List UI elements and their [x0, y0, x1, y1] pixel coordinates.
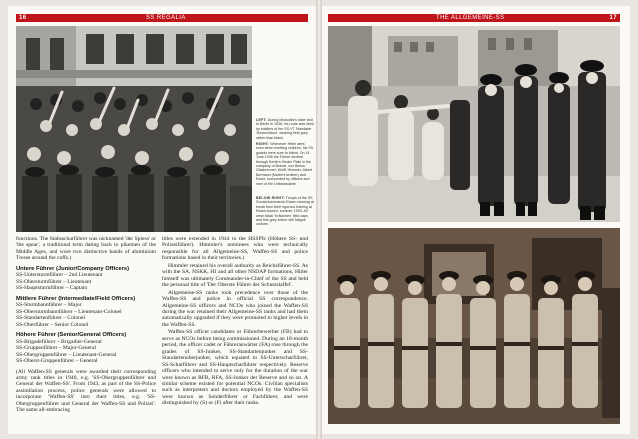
- running-title-right: THE ALLGEMEINE-SS: [436, 15, 505, 21]
- caption-below-right-troops: [256, 196, 314, 227]
- closing-paragraph: (All Waffen-SS generals were awarded their corresponding army rank titles in 1940, e.g. 'SS-Obergruppenführer und General der Waffen-SS'. From 1943, as part of the SS-Police assimilation process, police generals were allowed to incorporate 'Waffen-SS' into their titles, e.g. 'SS-Obergruppenführer und General der Waffen-SS und Polizei'. The same all-embracing: [16, 368, 156, 414]
- body-column-1: [16, 236, 156, 430]
- rank-group-heading: Untere Führer (Junior/Company Officers): [16, 265, 130, 272]
- caption-text: Troops of the SS Sonderkommando Essen relaxing at break from their rigorous training at Essen-tussen, summer 1933. All wear black 'Krätzchen' field caps and this grey cotton drill fatigue uniform.: [256, 196, 314, 227]
- caption-right-hitler: [256, 142, 314, 186]
- rank-line: SS-Sturmbannführer – Major: [16, 302, 82, 309]
- body-paragraph: Waffen-SS officer candidates or Führerbewerber (FB) had to serve as NCOs before being commissioned. During an 18-month period, the officer cadet or Führeranwärter (FA) rose through the grades of SS-Junker, SS-Standartenjunker and SS-Standartenoberjunker, which equated to SS-Unterscharführer, SS-Scharführer and SS-Hauptscharführer respectively. Reserve officers who intended to serve only for the duration of the war were known as RFB, RFA, SS-Junker der Reserve and so on. A similar scheme existed for potential NCOs. Civilian specialists such as interpreters and doctors employed by the Waffen-SS were known as Sonderführer or Fachführer, and were distinguished by (S) or (F) after their ranks.: [162, 329, 308, 407]
- body-paragraph: Himmler retained his overall authority as Reichsführer-SS. As with the SA, NSKK, HJ and all other NSDAP formations, Hitler himself was ultimately Commander-in-Chief of the SS and held the personal title of 'Der Oberste Führer der Schutzstaffel'.: [162, 262, 308, 289]
- parade-crowd-photo: [16, 26, 252, 232]
- rank-group-heading: Höhere Führer (Senior/General Officers): [16, 332, 127, 339]
- rank-line: SS-Standartenführer – Colonel: [16, 315, 85, 322]
- caption-label: RIGHT:: [256, 142, 270, 146]
- right-running-head: [328, 14, 620, 22]
- caption-label: LEFT:: [256, 118, 267, 122]
- rank-line: SS-Brigadeführer – Brigadier-General: [16, 338, 102, 345]
- sonderkommando-troops-photo: [328, 228, 620, 424]
- rank-line: SS-Untersturmführer – 2nd Lieutenant: [16, 272, 103, 279]
- intro-paragraph: functions. The Stabsscharführer was nicknamed 'der Spiess' or 'the spear', a traditional term dating back to pikemen of the Middle Ages, and wore two distinctive bands of aluminium Tresse around the cuffs.): [16, 236, 156, 262]
- left-running-head: [16, 14, 308, 22]
- rank-line: SS-Hauptsturmführer – Captain: [16, 285, 88, 292]
- body-paragraph: titles were extended in 1944 to the HSSPfs (Höhere SS- und Polizeiführer). Himmler's nominees who were technically responsible for all Allgemeine-SS, Waffen-SS and police formations based in their territories.): [162, 236, 308, 262]
- running-title-left: SS REGALIA: [146, 15, 186, 21]
- page-number-right: 17: [609, 15, 617, 21]
- rank-line: SS-Oberst-Gruppenführer – General: [16, 358, 98, 365]
- rank-line: SS-Obersturmführer – Lieutenant: [16, 278, 92, 285]
- body-column-2: [162, 236, 308, 430]
- caption-text: During Mussolini's state visit to Berlin in 1936, his route was lined by soldiers of the SS-VT Standarte 'Deutschland', wearing field-grey rather than black.: [256, 118, 314, 140]
- right-page: [322, 6, 630, 434]
- rank-line: SS-Obergruppenführer – Lieutenant-General: [16, 351, 117, 358]
- caption-text: Whenever Hitler went, even when meeting children, his SS guards were sure to follow. On 14 June 1936 the Führer strolled through Berlin's Kinder Platz in the company of Brandt, von Below, Glasbrenner, Wolff, Himmler, Albert Bormann (Martin's brother) and Esser, surrounded by officers and men of the Leibstandarte.: [256, 142, 314, 186]
- left-page: [8, 6, 316, 434]
- rank-line: SS-Gruppenführer – Major-General: [16, 345, 97, 352]
- body-paragraph: Allgemeine-SS ranks took precedence over those of the Waffen-SS and police in official SS correspondence. Allgemeine-SS officers and NCOs who joined the Waffen-SS during the war retained their Allgemeine-SS ranks and had them automatically upgraded if they were promoted to higher levels in the Waffen-SS.: [162, 289, 308, 328]
- rank-group-heading: Mittlere Führer (Intermediate/Field Officers): [16, 295, 136, 302]
- rank-line: SS-Obersturmbannführer – Lieutenant-Colonel: [16, 308, 122, 315]
- caption-left-mussolini: [256, 118, 314, 140]
- hitler-children-photo: [328, 26, 620, 222]
- rank-line: SS-Oberführer – Senior Colonel: [16, 321, 89, 328]
- caption-label: BELOW RIGHT:: [256, 196, 285, 200]
- page-number-left: 16: [19, 15, 27, 21]
